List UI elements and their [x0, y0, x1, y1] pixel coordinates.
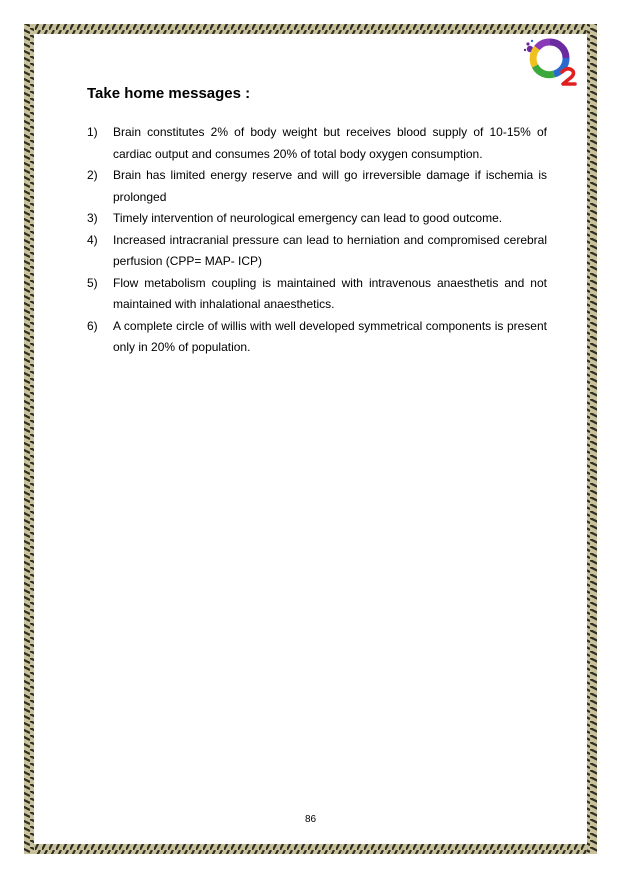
item-number: 6)	[87, 318, 98, 333]
o2-logo-icon	[520, 36, 580, 88]
take-home-list	[87, 122, 547, 359]
page-number: 86	[304, 814, 317, 825]
item-text: Increased intracranial pressure can lead to herniation and compromised cerebral perfusion (CPP= MAP- ICP)	[113, 232, 547, 268]
item-text: A complete circle of willis with well developed symmetrical components is present only in 20% of population.	[113, 318, 547, 354]
list-item	[87, 230, 547, 273]
item-text: Brain has limited energy reserve and will go irreversible damage if ischemia is prolonged	[113, 168, 547, 204]
item-number: 3)	[87, 211, 98, 225]
item-text: Timely intervention of neurological emergency can lead to good outcome.	[113, 211, 503, 225]
page-heading: Take home messages :	[87, 85, 251, 102]
item-text: Brain constitutes 2% of body weight but receives blood supply of 10-15% of cardiac output and consumes 20% of total body oxygen consumption.	[113, 125, 547, 161]
item-number: 1)	[87, 125, 98, 139]
list-item	[87, 122, 547, 165]
item-number: 2)	[87, 168, 98, 182]
item-text: Flow metabolism coupling is maintained with intravenous anaesthetis and not maintained with inhalational anaesthetics.	[113, 275, 547, 311]
list-item	[87, 273, 547, 316]
document-body	[87, 84, 547, 359]
list-item	[87, 208, 547, 230]
list-item	[87, 316, 547, 359]
item-number: 5)	[87, 275, 98, 290]
item-number: 4)	[87, 232, 98, 247]
list-item	[87, 165, 547, 208]
